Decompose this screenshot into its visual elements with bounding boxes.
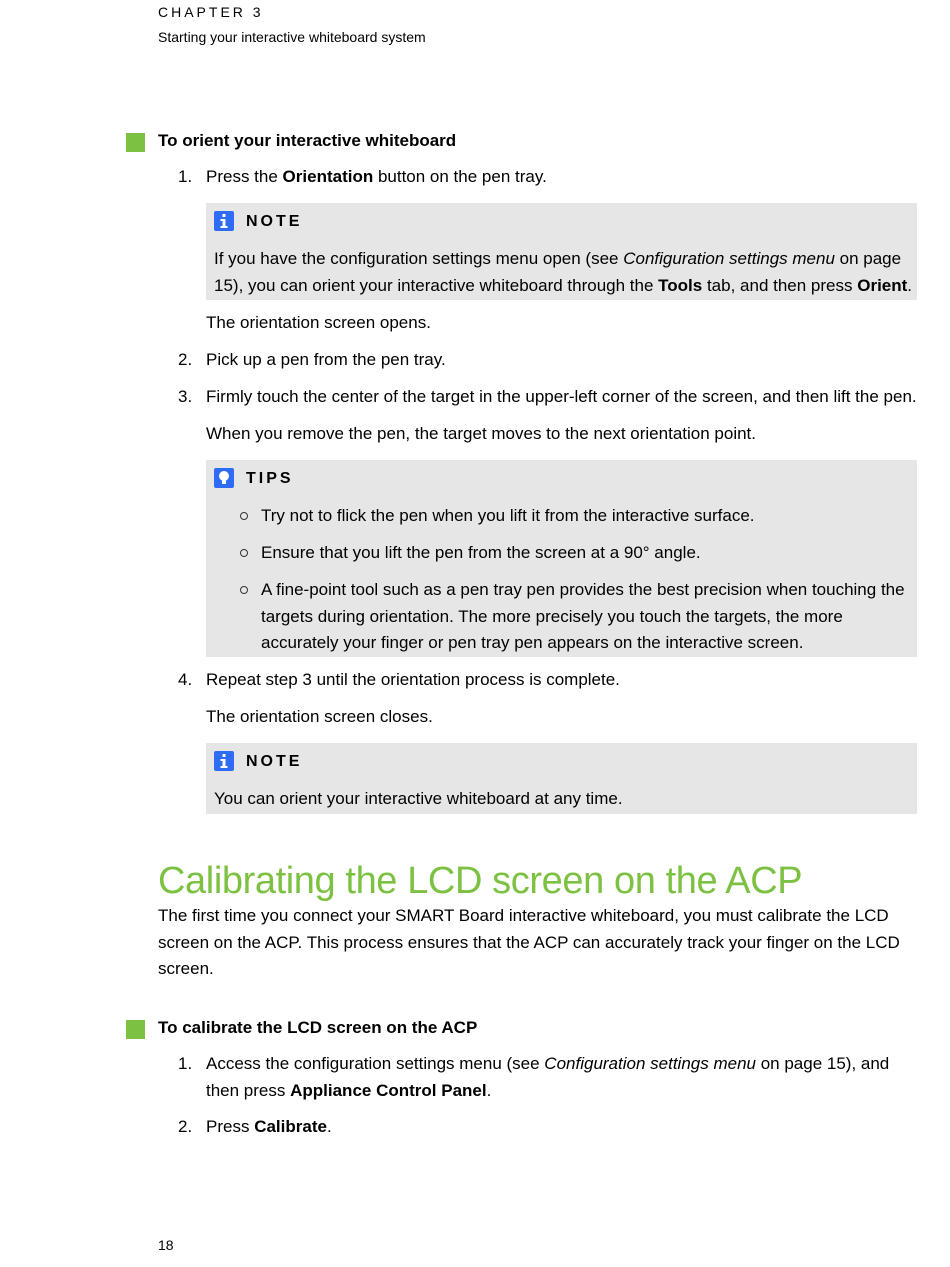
note-title: NOTE xyxy=(246,753,303,770)
info-icon xyxy=(214,751,234,771)
step-number: 1. xyxy=(178,167,193,186)
section-intro: The first time you connect your SMART Board interactive whiteboard, you must calibrate the LCD screen on the ACP. This process ensures that the ACP can accurately track your finger on the LCD screen. xyxy=(158,906,900,978)
step-number: 1. xyxy=(178,1054,193,1073)
bullet-icon xyxy=(240,586,248,594)
chapter-subtitle: Starting your interactive whiteboard system xyxy=(158,29,426,45)
step-text: Press the Orientation button on the pen tray. xyxy=(206,167,547,186)
note-box xyxy=(206,743,917,814)
tips-title: TIPS xyxy=(246,470,294,487)
step-text: Firmly touch the center of the target in the upper-left corner of the screen, and then lift the pen. xyxy=(206,387,917,406)
info-icon xyxy=(214,211,234,231)
step-text: Access the configuration settings menu (see Configuration settings menu on page 15), and then press Appliance Control Panel. xyxy=(206,1054,890,1100)
step-number: 3. xyxy=(178,387,193,406)
step-number: 2. xyxy=(178,350,193,369)
chapter-label: CHAPTER 3 xyxy=(158,4,264,20)
page-number: 18 xyxy=(158,1237,174,1253)
tip-item: A fine-point tool such as a pen tray pen provides the best precision when touching the targets during orientation. The more precisely you touch the targets, the more accurately your finger or pen tray pen appears on the interactive screen. xyxy=(261,580,905,652)
step-number: 2. xyxy=(178,1117,193,1136)
note-box xyxy=(206,203,917,300)
step-result-text: The orientation screen closes. xyxy=(206,707,433,726)
note-title: NOTE xyxy=(246,213,303,230)
note-text: If you have the configuration settings menu open (see Configuration settings menu on page 15), you can orient your interactive whiteboard through the Tools tab, and then press Orient. xyxy=(214,249,913,295)
note-text: You can orient your interactive whiteboard at any time. xyxy=(214,789,623,808)
procedure-marker-icon xyxy=(126,1020,145,1039)
procedure-heading-orient: To orient your interactive whiteboard xyxy=(158,131,457,150)
tip-item: Ensure that you lift the pen from the screen at a 90° angle. xyxy=(261,543,701,562)
procedure-heading-calibrate: To calibrate the LCD screen on the ACP xyxy=(158,1018,478,1037)
step-text: Repeat step 3 until the orientation process is complete. xyxy=(206,670,620,689)
tips-box xyxy=(206,460,917,657)
bullet-icon xyxy=(240,549,248,557)
step-result-text: When you remove the pen, the target moves to the next orientation point. xyxy=(206,424,756,443)
section-title: Calibrating the LCD screen on the ACP xyxy=(158,860,803,902)
step-number: 4. xyxy=(178,670,193,689)
tip-item: Try not to flick the pen when you lift it from the interactive surface. xyxy=(261,506,755,525)
procedure-marker-icon xyxy=(126,133,145,152)
step-text: Press Calibrate. xyxy=(206,1117,332,1136)
step-result-text: The orientation screen opens. xyxy=(206,313,431,332)
step-text: Pick up a pen from the pen tray. xyxy=(206,350,446,369)
bullet-icon xyxy=(240,512,248,520)
lightbulb-icon xyxy=(214,468,234,488)
